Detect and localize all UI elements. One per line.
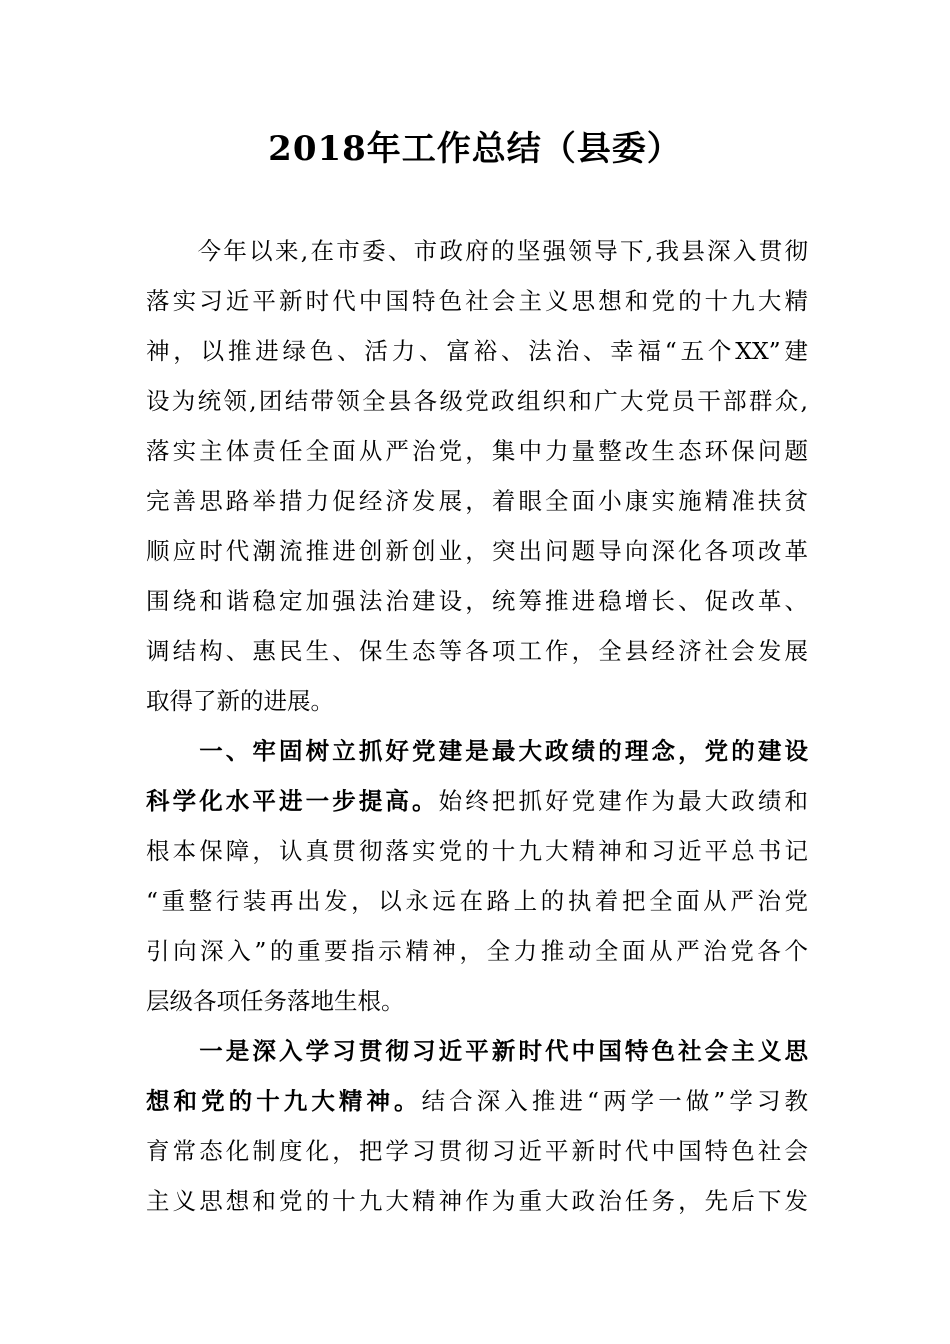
paragraph-line: 完善思路举措力促经济发展，着眼全面小康实施精准扶贫 [146, 487, 808, 515]
paragraph-text: 始终把抓好党建作为最大政绩和 [438, 787, 809, 815]
section-heading-line [146, 726, 808, 776]
section-heading-line [146, 1026, 808, 1076]
section-heading-text: 想和党的十九大精神。 [146, 1087, 422, 1115]
section-heading-text: 一、牢固树立抓好党建是最大政绩的理念，党的建设 [146, 737, 808, 765]
paragraph-text: 结合深入推进“两学一做”学习教 [421, 1087, 809, 1115]
paragraph-line [146, 1076, 808, 1126]
paragraph-line: 育常态化制度化，把学习贯彻习近平新时代中国特色社会 [146, 1137, 808, 1165]
paragraph-line: 设为统领,团结带领全县各级党政组织和广大党员干部群众, [146, 387, 808, 415]
paragraph-line: 取得了新的进展。 [146, 687, 334, 715]
paragraph-line: 顺应时代潮流推进创新创业，突出问题导向深化各项改革 [146, 537, 808, 565]
paragraph-line [146, 776, 808, 826]
paragraph-line: 引向深入”的重要指示精神，全力推动全面从严治党各个 [146, 937, 808, 965]
paragraph-line: 主义思想和党的十九大精神作为重大政治任务，先后下发 [146, 1187, 808, 1215]
paragraph-line: 调结构、惠民生、保生态等各项工作，全县经济社会发展 [146, 637, 808, 665]
document-body [146, 226, 808, 1226]
section-2-paragraph [146, 1026, 808, 1226]
document-title: 2018年工作总结（县委） [268, 129, 682, 169]
paragraph-line: 围绕和谐稳定加强法治建设，统筹推进稳增长、促改革、 [146, 587, 808, 615]
paragraph-line: 神，以推进绿色、活力、富裕、法治、幸福“五个XX”建 [146, 337, 808, 365]
paragraph-line: 今年以来,在市委、市政府的坚强领导下,我县深入贯彻 [146, 237, 808, 265]
paragraph-line: 层级各项任务落地生根。 [146, 987, 405, 1015]
section-heading-text: 科学化水平进一步提高。 [146, 787, 439, 815]
paragraph-line: “重整行装再出发，以永远在路上的执着把全面从严治党 [146, 887, 808, 915]
paragraph-line: 落实习近平新时代中国特色社会主义思想和党的十九大精 [146, 287, 808, 315]
paragraph-line: 落实主体责任全面从严治党，集中力量整改生态环保问题 [146, 437, 808, 465]
section-1-paragraph [146, 726, 808, 1026]
intro-paragraph [146, 226, 808, 726]
section-heading-text: 一是深入学习贯彻习近平新时代中国特色社会主义思 [146, 1037, 808, 1065]
paragraph-line: 根本保障，认真贯彻落实党的十九大精神和习近平总书记 [146, 837, 808, 865]
